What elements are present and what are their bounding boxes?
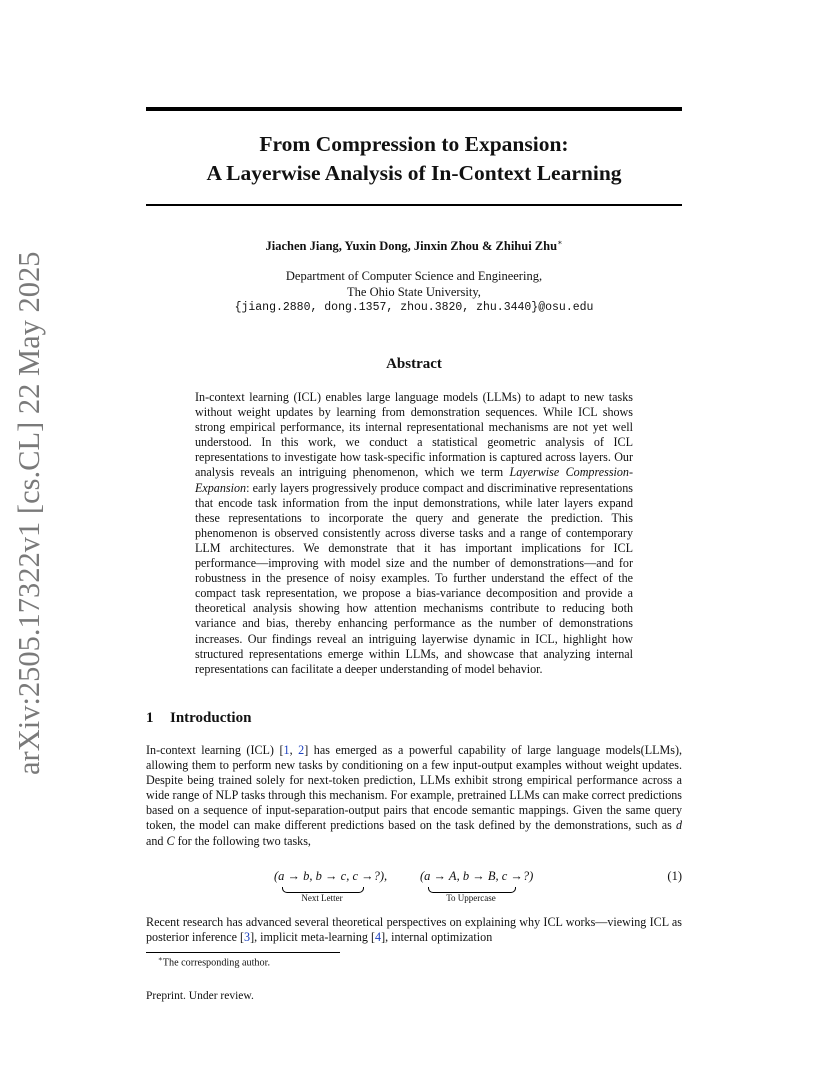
author-emails: {jiang.2880, dong.1357, zhou.3820, zhu.3440}@osu.edu (234, 301, 594, 314)
citation-link[interactable]: 3 (244, 930, 251, 945)
author-list (146, 238, 682, 254)
preprint-notice: Preprint. Under review. (146, 990, 254, 1002)
footnote-rule (146, 952, 340, 953)
affiliation-department: Department of Computer Science and Engineering, (285, 269, 543, 283)
abstract-part-1: In-context learning (ICL) enables large language models (LLMs) to adapt to new tasks without weight updates by learning from demonstration sequences. While ICL shows strong empirical performance, its internal representational mechanisms are not yet well understood. In this work, we conduct a statistical geometric analysis of ICL representations to investigate how task-specific information is captured across layers. Our analysis reveals an intriguing phenomenon, which we term (195, 390, 633, 480)
section-heading-introduction (146, 710, 251, 727)
intro-text: for the following two tasks, (174, 833, 311, 848)
equation-1 (146, 867, 682, 907)
caption-next-letter: Next Letter (301, 893, 343, 903)
intro-text: and (146, 833, 167, 848)
citation-link[interactable]: 4 (375, 930, 382, 945)
recent-text: ], implicit meta-learning [ (250, 930, 376, 945)
section-title: Introduction (170, 710, 252, 726)
intro-text: , (289, 743, 299, 757)
intro-text: ] has emerged as a powerful capability of large language models(LLMs), allowing them to perform new tasks by conditioning on a few input-output examples without weight updates. Despite being trained solely for next-token prediction, LLMs exhibit strong empirical performance across a wide range of NLP tasks through this mechanism. For example, pretrained LLMs can make correct predictions based on a sequence of input-separation-output pairs that encode semantic mappings. Given the same query token, the model can make different predictions based on the task defined by the demonstrations, such as (146, 743, 682, 833)
footnote (158, 955, 270, 968)
abstract-text (195, 390, 633, 677)
abstract-term: Layerwise Compression-Expansion (195, 465, 634, 495)
recent-text: Recent research has advanced several theoretical perspectives on explaining why ICL works—viewing ICL as posterior inference [ (146, 915, 682, 945)
equation-left-part: (a → b, b → c, c →?), (274, 869, 388, 883)
title-line-1: From Compression to Expansion: (259, 132, 569, 156)
abstract-heading: Abstract (386, 356, 442, 372)
arxiv-identifier: arXiv:2505.17322v1 [cs.CL] 22 May 2025 (12, 251, 46, 775)
affiliation (146, 269, 682, 316)
intro-text: In-context learning (ICL) [ (146, 743, 284, 757)
abstract-part-2: : early layers progressively produce compact and discriminative representations that encode task information from the input demonstrations, while later layers expand these representations to incorporate the query and generate the prediction. This phenomenon is observed consistently across diverse tasks and a range of contemporary LLM architectures. We demonstrate that it has important implications for ICL performance—improving with model size and the number of demonstrations—and for robustness in the presence of noisy examples. To further understand the effect of the compact task representation, we propose a bias-variance decomposition and provide a theoretical analysis showing how attention mechanisms contribute to reducing both variance and bias, thereby enhancing performance as the number of demonstrations increases. Our findings reveal an intriguing layerwise dynamic in ICL, highlight how structured representations emerge within LLMs, and showcase that analyzing internal representations can facilitate a deeper understanding of model behavior. (195, 480, 633, 676)
author-names: Jiachen Jiang, Yuxin Dong, Jinxin Zhou & Zhihui Zhu (265, 239, 558, 254)
affiliation-university: The Ohio State University, (347, 284, 481, 299)
equation-right-part: (a → A, b → B, c →?) (420, 869, 534, 883)
paper-title (146, 130, 682, 188)
title-bottom-rule (146, 204, 682, 206)
recent-research-paragraph (146, 915, 682, 945)
equation-number: (1) (667, 869, 682, 883)
footnote-mark: ∗ (158, 955, 163, 963)
footnote-text: The corresponding author. (162, 957, 270, 969)
citation-link[interactable]: 1 (283, 743, 290, 757)
introduction-paragraph (146, 743, 682, 849)
citation-link[interactable]: 2 (298, 743, 305, 757)
math-variable: d (675, 818, 682, 833)
corresponding-author-mark: ∗ (557, 238, 563, 247)
caption-to-uppercase: To Uppercase (446, 893, 496, 903)
math-variable: C (166, 833, 175, 848)
title-line-2: A Layerwise Analysis of In-Context Learning (206, 161, 622, 185)
title-top-rule (146, 107, 682, 111)
recent-text: ], internal optimization (381, 930, 493, 945)
section-number: 1 (146, 710, 154, 726)
